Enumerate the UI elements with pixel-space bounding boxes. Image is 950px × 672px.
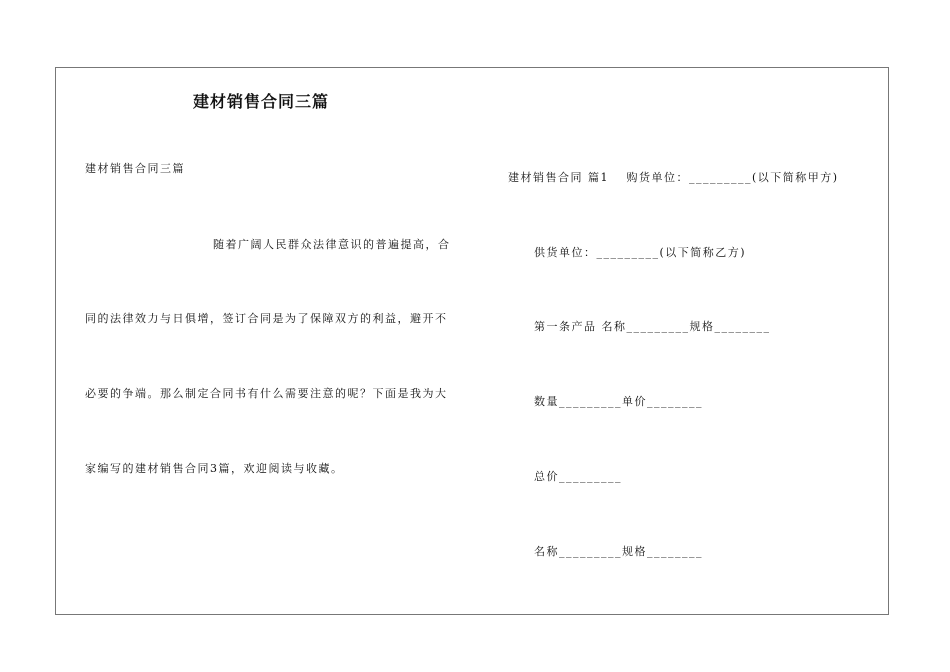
intro-line-4: 家编写的建材销售合同3篇，欢迎阅读与收藏。 <box>85 462 344 475</box>
total-price-line: 总价_________ <box>534 470 622 483</box>
intro-line-2: 同的法律效力与日俱增，签订合同是为了保障双方的利益，避开不 <box>85 312 448 325</box>
left-subtitle: 建材销售合同三篇 <box>85 162 185 175</box>
quantity-price-line: 数量_________单价________ <box>534 395 703 408</box>
intro-line-1: 随着广阔人民群众法律意识的普遍提高，合 <box>213 238 451 251</box>
document-title: 建材销售合同三篇 <box>193 92 330 111</box>
name-spec-line: 名称_________规格________ <box>534 545 703 558</box>
page-frame <box>55 67 889 615</box>
contract-heading-line: 建材销售合同 篇1 购货单位：_________(以下简称甲方) <box>508 171 839 184</box>
article-product-line: 第一条产品 名称_________规格________ <box>534 320 771 333</box>
intro-line-3: 必要的争端。那么制定合同书有什么需要注意的呢？下面是我为大 <box>85 387 448 400</box>
supplier-line: 供货单位：_________(以下简称乙方) <box>534 246 747 259</box>
